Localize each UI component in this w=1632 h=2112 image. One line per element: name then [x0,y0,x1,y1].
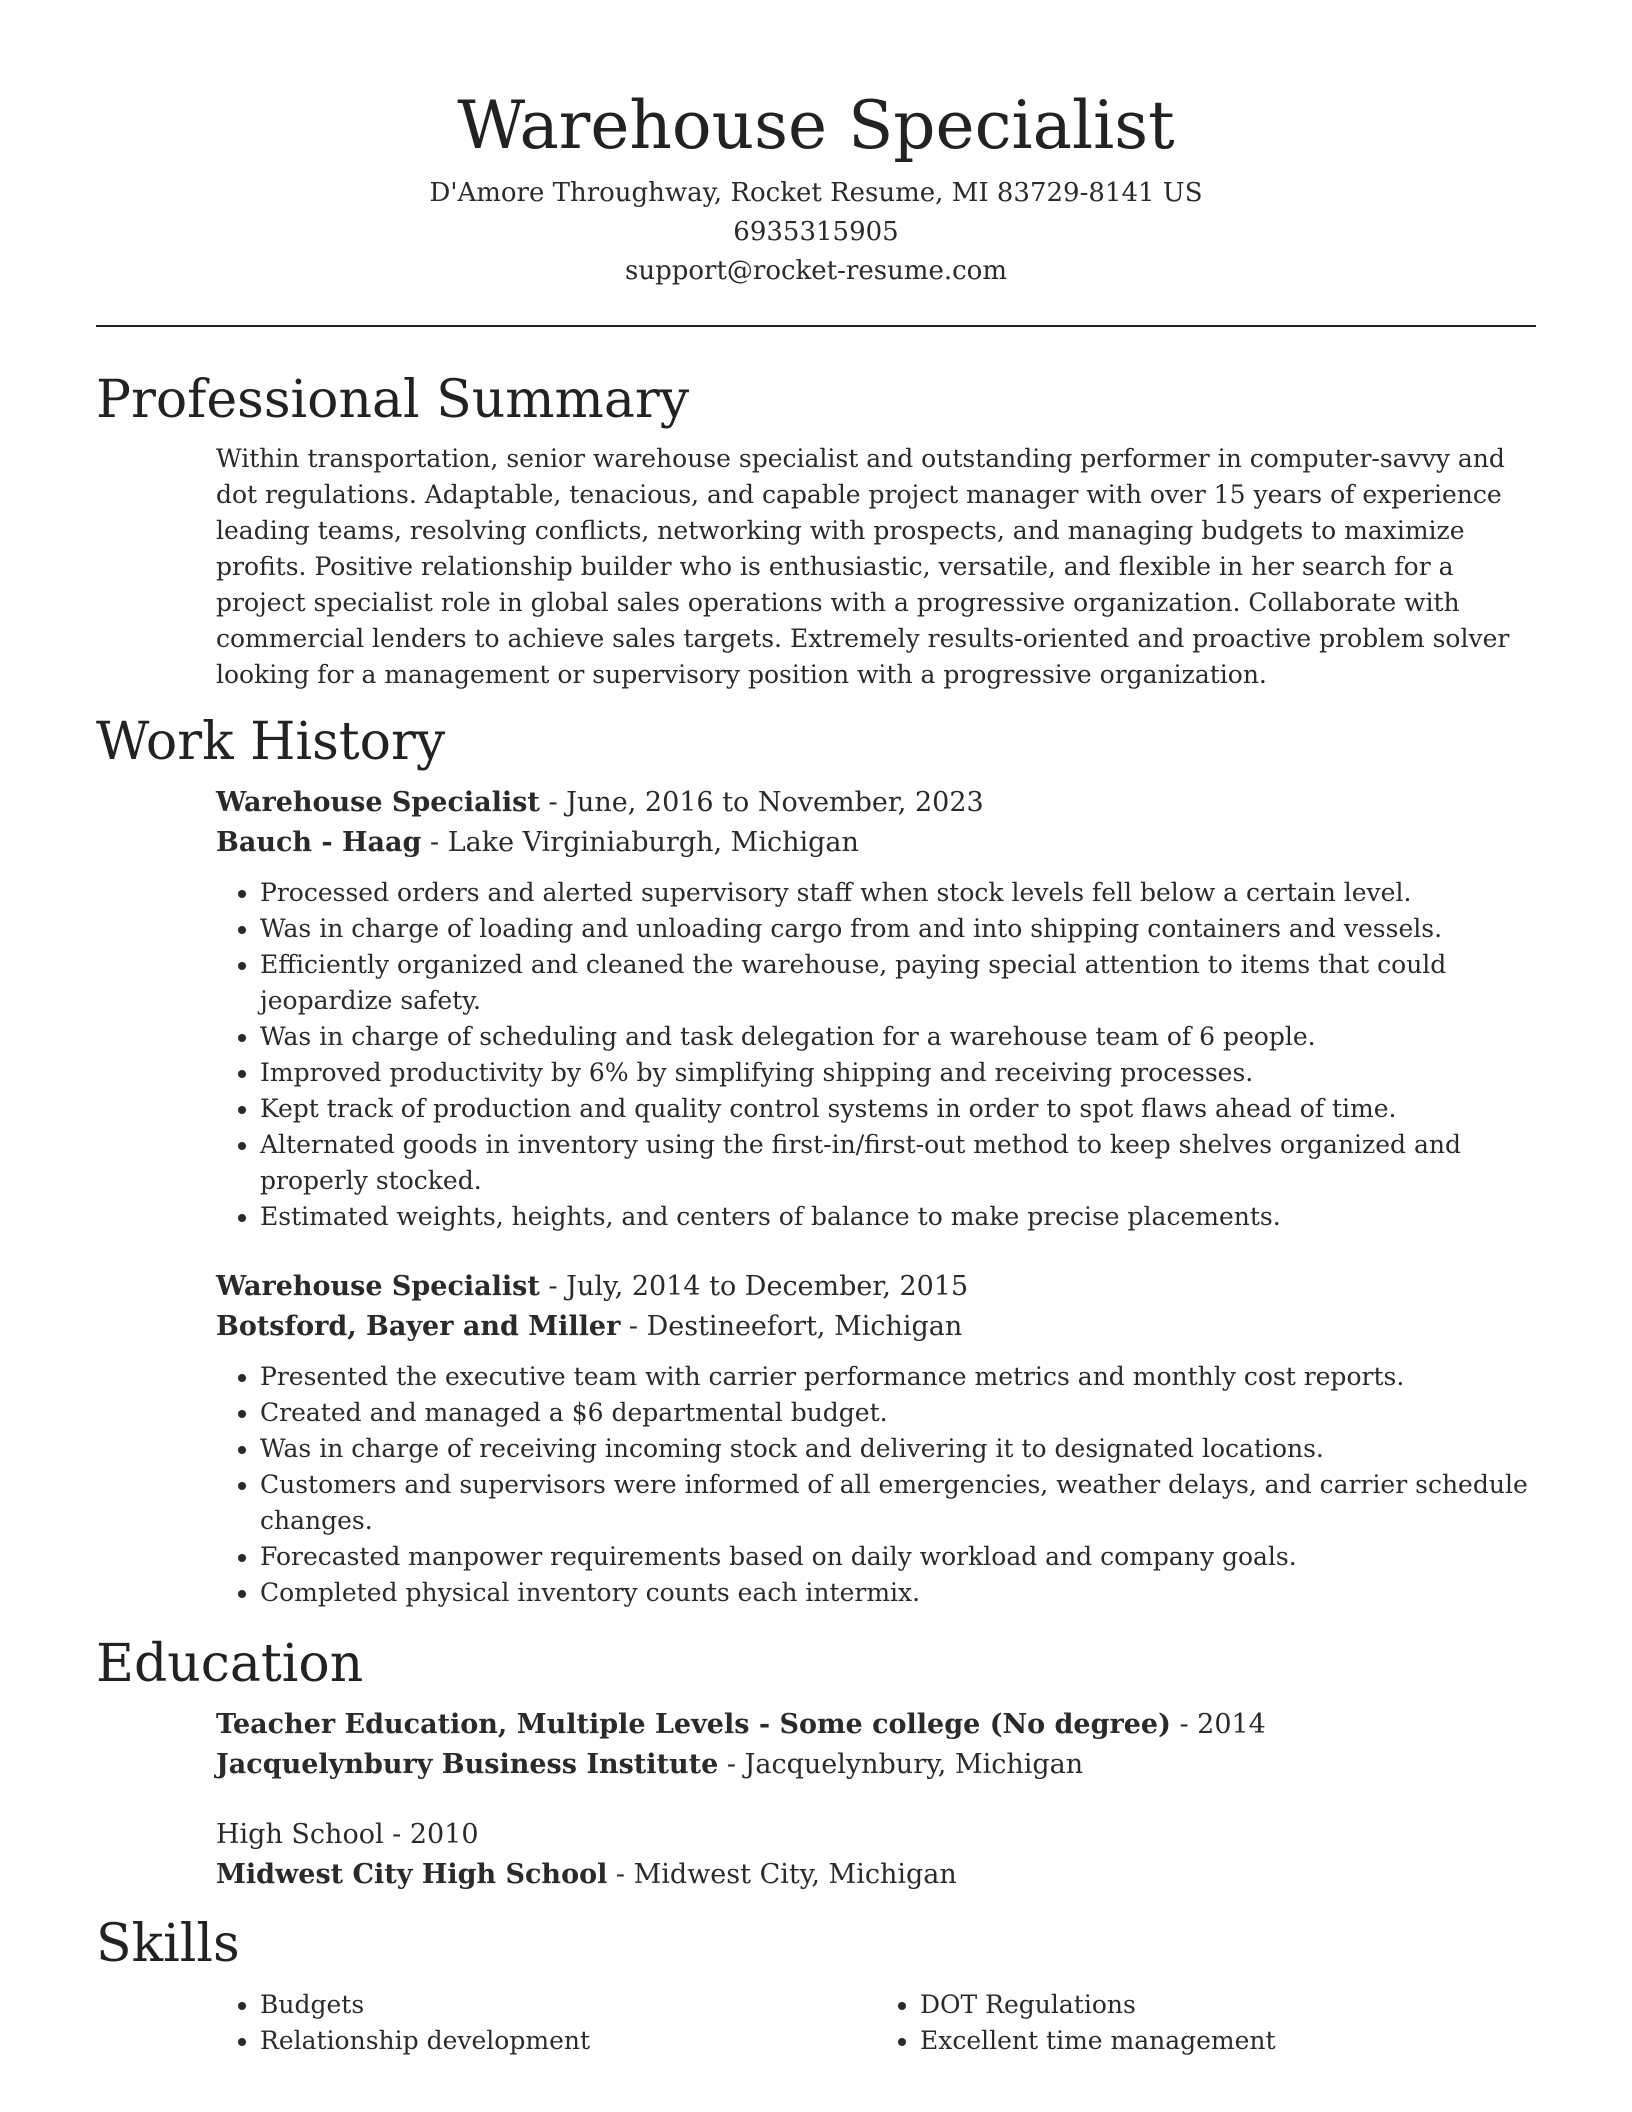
degree: Teacher Education, Multiple Levels - Some college (No degree) [216,1709,1171,1740]
job-company-line [216,823,1536,863]
school-name: Jacquelynbury Business Institute [216,1749,719,1780]
job-title-line [216,783,1536,823]
job-dates: - June, 2016 to November, 2023 [539,787,984,818]
candidate-title: Warehouse Specialist [457,87,1175,164]
skills-section [96,1909,1536,2059]
job-company: Botsford, Bayer and Miller [216,1311,621,1342]
contact-info [96,174,1536,291]
skill-item: • Budgets [260,1987,876,2023]
resume-page [96,0,1536,2059]
skills-heading: Skills [96,1914,240,1974]
job-company: Bauch - Haag [216,827,422,858]
work-history-section [96,707,1536,1611]
education-entry [216,1815,1536,1895]
list-item: • Kept track of production and quality control systems in order to spot flaws ahead of time. [260,1091,1536,1127]
school-location: - Midwest City, Michigan [607,1859,957,1890]
list-item: • Processed orders and alerted supervisory staff when stock levels fell below a certain level. [260,875,1536,911]
summary-section [96,365,1536,693]
job-entry [216,1267,1536,1611]
list-item: • Improved productivity by 6% by simplifying shipping and receiving processes. [260,1055,1536,1091]
skill-item: • Relationship development [260,2023,876,2059]
skill-item: • Excellent time management [920,2023,1536,2059]
skills-column-right [876,1987,1536,2059]
education-heading: Education [96,1634,364,1694]
education-entry [216,1705,1536,1785]
job-location: - Lake Virginiaburgh, Michigan [421,827,859,858]
job-bullets [216,1359,1536,1611]
job-role: Warehouse Specialist [216,787,540,818]
skills-column-left [216,1987,876,2059]
resume-header [96,0,1536,291]
list-item: • Was in charge of receiving incoming stock and delivering it to designated locations. [260,1431,1536,1467]
phone: 6935315905 [733,217,899,247]
email: support@rocket-resume.com [624,256,1007,286]
degree: High School [216,1819,384,1850]
work-history-heading: Work History [96,712,446,772]
list-item: • Presented the executive team with carrier performance metrics and monthly cost reports. [260,1359,1536,1395]
list-item: • Estimated weights, heights, and centers of balance to make precise placements. [260,1199,1536,1235]
summary-heading: Professional Summary [96,370,690,430]
graduation-year: - 2010 [383,1819,479,1850]
job-location: - Destineefort, Michigan [620,1311,963,1342]
list-item: • Was in charge of scheduling and task delegation for a warehouse team of 6 people. [260,1019,1536,1055]
skills-list [216,1979,1536,2059]
list-item: • Was in charge of loading and unloading cargo from and into shipping containers and vessels. [260,911,1536,947]
school-location: - Jacquelynbury, Michigan [718,1749,1084,1780]
job-title-line [216,1267,1536,1307]
list-item: • Alternated goods in inventory using the first-in/first-out method to keep shelves organized and properly stocked. [260,1127,1536,1199]
job-dates: - July, 2014 to December, 2015 [539,1271,969,1302]
list-item: • Customers and supervisors were informed of all emergencies, weather delays, and carrier schedule changes. [260,1467,1536,1539]
skill-item: • DOT Regulations [920,1987,1536,2023]
school-line [216,1855,1536,1895]
job-role: Warehouse Specialist [216,1271,540,1302]
job-entry [216,783,1536,1235]
job-bullets [216,875,1536,1235]
header-divider [96,325,1536,327]
school-line [216,1745,1536,1785]
list-item: • Forecasted manpower requirements based on daily workload and company goals. [260,1539,1536,1575]
graduation-year: - 2014 [1170,1709,1266,1740]
list-item: • Completed physical inventory counts each intermix. [260,1575,1536,1611]
list-item: • Created and managed a $6 departmental budget. [260,1395,1536,1431]
job-company-line [216,1307,1536,1347]
degree-line [216,1815,1536,1855]
school-name: Midwest City High School [216,1859,608,1890]
degree-line [216,1705,1536,1745]
education-section [96,1629,1536,1895]
address: D'Amore Throughway, Rocket Resume, MI 83729-8141 US [429,178,1203,208]
list-item: • Efficiently organized and cleaned the warehouse, paying special attention to items that could jeopardize safety. [260,947,1536,1019]
summary-text: Within transportation, senior warehouse specialist and outstanding performer in computer-savvy and dot regulations. Adaptable, tenacious, and capable project manager with over 15 years of experience leading teams, resolving conflicts, networking with prospects, and managing budgets to maximize profits. Positive relationship builder who is enthusiastic, versatile, and flexible in her search for a project specialist role in global sales operations with a progressive organization. Collaborate with commercial lenders to achieve sales targets. Extremely results-oriented and proactive problem solver looking for a management or supervisory position with a progressive organization. [216,444,1510,689]
